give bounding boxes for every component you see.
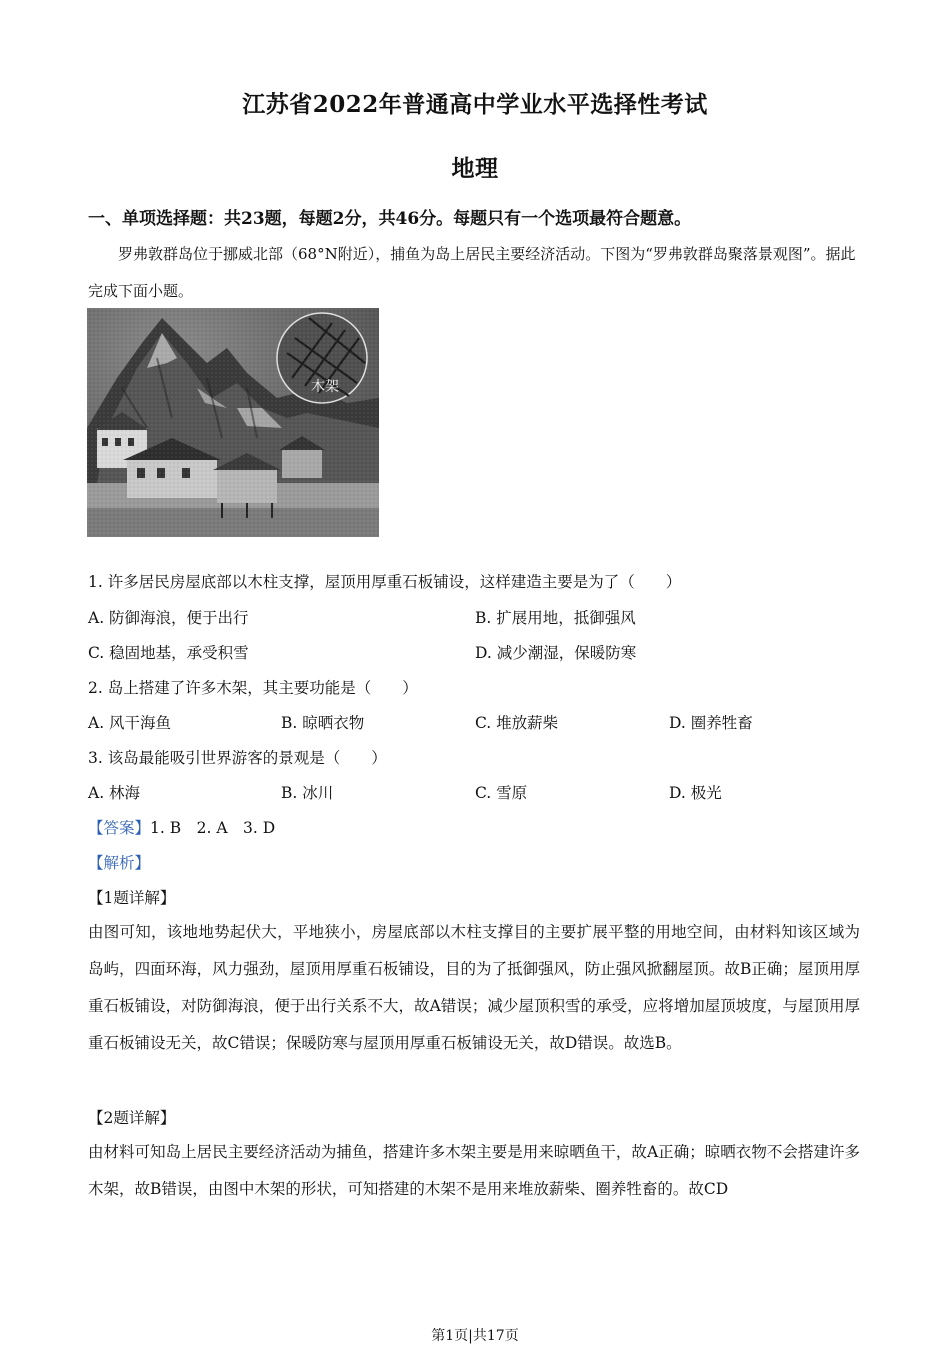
q1-option-a: A. 防御海浪，便于出行 (88, 609, 249, 627)
question-1-stem: 1. 许多居民房屋底部以木柱支撑，屋顶用厚重石板铺设，这样建造主要是为了（ ） (88, 573, 682, 591)
q2-detail-text: 由材料可知岛上居民主要经济活动为捕鱼，搭建许多木架主要是用来晾晒鱼干，故A正确；晾晒衣物不会搭建许多木架，故B错误，由图中木架的形状，可知搭建的木架不是用来堆放薪柴、圈养牲畜的。故CD (88, 1143, 860, 1198)
q3-option-a: A. 林海 (88, 784, 141, 802)
q1-option-c: C. 稳固地基，承受积雪 (88, 644, 249, 662)
q2-option-c: C. 堆放薪柴 (475, 714, 559, 732)
q2-option-b: B. 晾晒衣物 (281, 714, 365, 732)
q2-detail-tag: 【2题详解】 (88, 1109, 176, 1127)
settlement-landscape-photo (87, 308, 379, 537)
q2-option-d: D. 圈养牲畜 (669, 714, 753, 732)
exam-title: 江苏省2022年普通高中学业水平选择性考试 (242, 91, 708, 118)
answer-tag: 【答案】 (88, 819, 151, 837)
q3-option-d: D. 极光 (669, 784, 722, 802)
answer-text: 1. B 2. A 3. D (150, 819, 276, 837)
subject-title: 地理 (451, 155, 499, 182)
page-footer: 第1页|共17页 (431, 1328, 519, 1344)
q3-option-c: C. 雪原 (475, 784, 528, 802)
analysis-tag: 【解析】 (88, 854, 151, 872)
q1-option-d: D. 减少潮湿，保暖防寒 (475, 644, 637, 662)
inset-label: 木架 (311, 379, 339, 395)
q1-detail-text: 由图可知，该地地势起伏大，平地狭小，房屋底部以木柱支撑目的主要扩展平整的用地空间，由材料知该区域为岛屿，四面环海，风力强劲，屋顶用厚重石板铺设，目的为了抵御强风，防止强风掀翻屋顶。故B正确；屋顶用厚重石板铺设，对防御海浪，便于出行关系不大，故A错误；减少屋顶积雪的承受，应将增加屋顶坡度，与屋顶用厚重石板铺设无关，故C错误；保暖防寒与屋顶用厚重石板铺设无关，故D错误。故选B。 (88, 923, 860, 1052)
q1-detail-tag: 【1题详解】 (88, 889, 176, 907)
question-3-stem: 3. 该岛最能吸引世界游客的景观是（ ） (88, 749, 387, 767)
section-heading: 一、单项选择题：共23题，每题2分，共46分。每题只有一个选项最符合题意。 (88, 209, 692, 229)
q1-option-b: B. 扩展用地，抵御强风 (475, 609, 636, 627)
material-intro: 罗弗敦群岛位于挪威北部（68°N附近），捕鱼为岛上居民主要经济活动。下图为“罗弗敦群岛聚落景观图”。据此完成下面小题。 (88, 245, 856, 300)
q2-option-a: A. 风干海鱼 (88, 714, 172, 732)
answer-line (88, 816, 275, 838)
q3-option-b: B. 冰川 (281, 784, 334, 802)
question-2-stem: 2. 岛上搭建了许多木架，其主要功能是（ ） (88, 679, 418, 697)
